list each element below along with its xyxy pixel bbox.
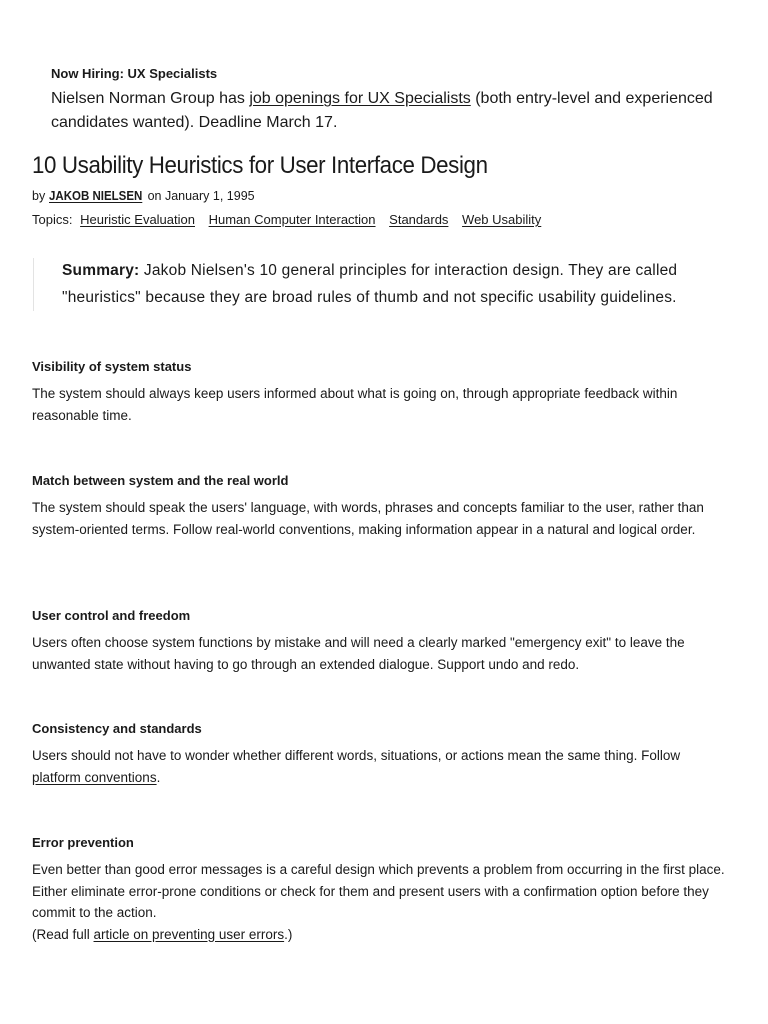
heuristic-section <box>32 607 732 675</box>
topic-link-standards[interactable]: Standards <box>389 212 449 227</box>
hiring-text <box>51 87 741 135</box>
heuristic-title: User control and freedom <box>32 608 191 623</box>
summary-text: Jakob Nielsen's 10 general principles for interaction design. They are called "heuristics" because they are broad rules of thumb and not specific usability guidelines. <box>62 262 678 306</box>
heuristic-text: Even better than good error messages is a careful design which prevents a problem from occurring in the first place. Either eliminate error-prone conditions or check for them and present users with a confirmation option before they commit to the action. <box>32 862 725 920</box>
heuristic-section <box>32 472 732 540</box>
heuristic-section <box>32 720 732 788</box>
summary-block <box>33 258 752 311</box>
topic-link-heuristic-evaluation[interactable]: Heuristic Evaluation <box>80 212 195 227</box>
heuristic-text: The system should always keep users informed about what is going on, through appropriate feedback within reasonable time. <box>32 386 678 423</box>
heuristic-text: Users often choose system functions by mistake and will need a clearly marked "emergency exit" to leave the unwanted state without having to go through an extended dialogue. Support undo and redo. <box>32 635 685 672</box>
publish-date: on January 1, 1995 <box>144 189 255 203</box>
byline <box>32 188 255 205</box>
note-before: (Read full <box>32 926 94 942</box>
heuristic-title: Error prevention <box>32 835 134 850</box>
platform-conventions-link[interactable]: platform conventions <box>32 769 157 785</box>
heuristic-section <box>32 358 732 426</box>
heuristic-text <box>32 745 732 788</box>
heuristic-title: Consistency and standards <box>32 721 202 736</box>
hiring-title: Now Hiring: UX Specialists <box>51 66 218 81</box>
hiring-text-before: Nielsen Norman Group has <box>51 90 250 107</box>
page-title: 10 Usability Heuristics for User Interface Design <box>32 152 488 179</box>
summary-label: Summary: <box>62 262 140 279</box>
heuristic-text-after: . <box>156 769 161 785</box>
byline-prefix: by <box>32 189 49 203</box>
job-openings-link[interactable]: job openings for UX Specialists <box>249 90 471 107</box>
heuristic-title: Visibility of system status <box>32 359 192 374</box>
author-link[interactable]: JAKOB NIELSEN <box>48 189 142 203</box>
heuristic-title: Match between system and the real world <box>32 473 289 488</box>
heuristic-text-before: Users should not have to wonder whether different words, situations, or actions mean the same thing. Follow <box>32 748 681 763</box>
heuristic-text: The system should speak the users' language, with words, phrases and concepts familiar to the user, rather than system-oriented terms. Follow real-world conventions, making information appear in a natural and logical order. <box>32 500 704 537</box>
heuristic-section <box>32 834 732 945</box>
topics-list <box>32 211 547 228</box>
topic-link-web-usability[interactable]: Web Usability <box>462 212 542 227</box>
preventing-user-errors-link[interactable]: article on preventing user errors <box>93 926 285 942</box>
heuristic-note <box>32 924 732 946</box>
note-after: .) <box>284 926 293 942</box>
hiring-text-after: (both entry-level and experienced candidates wanted). Deadline March 17. <box>51 90 713 131</box>
topic-link-human-computer-interaction[interactable]: Human Computer Interaction <box>208 212 376 227</box>
hiring-banner <box>51 66 741 135</box>
topics-label: Topics: <box>32 212 73 227</box>
